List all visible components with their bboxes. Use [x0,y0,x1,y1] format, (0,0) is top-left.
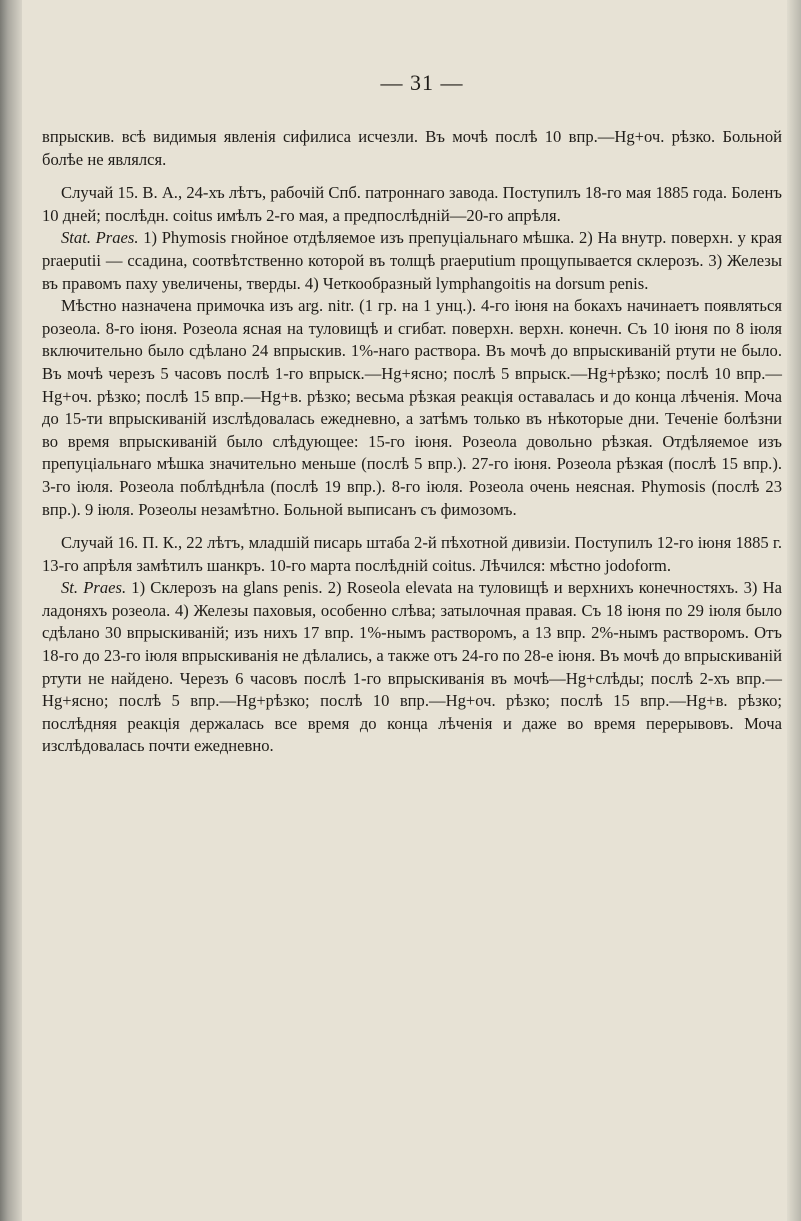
paragraph-text: 1) Phymosis гнойное отдѣляемое изъ препуціальнаго мѣшка. 2) На внутр. поверхн. у края praeputii — ссадина, соотвѣтственно которой въ толщѣ praeputium прощупывается склерозъ. 3) Железы въ правомъ паху увеличены, тверды. 4) Четкообразный lymphangoitis на dorsum penis. [42,228,782,293]
paragraph [42,295,782,521]
paragraph-text: Случай 15. В. А., 24-хъ лѣтъ, рабочій Спб. патроннаго завода. Поступилъ 18-го мая 1885 года. Боленъ 10 дней; послѣдн. coitus имѣлъ 2-го мая, а предпослѣдній—20-го апрѣля. [42,183,782,225]
paragraph-text: Случай 16. П. К., 22 лѣтъ, младшій писарь штаба 2-й пѣхотной дивизіи. Поступилъ 12-го іюня 1885 г. 13-го апрѣля замѣтилъ шанкръ. 10-го марта послѣдній coitus. Лѣчился: мѣстно jodoform. [42,533,782,575]
paragraph [42,126,782,171]
paragraph-text: 1) Склерозъ на glans penis. 2) Roseola elevata на туловищѣ и верхнихъ конечностяхъ. 3) На ладоняхъ розеола. 4) Железы паховыя, особенно слѣва; затылочная правая. Съ 18 іюня по 29 іюля было сдѣлано 30 впрыскиваній; изъ нихъ 17 впр. 1%-нымъ растворомъ, а 13 впр. 2%-нымъ растворомъ. Отъ 18-го до 23-го іюля впрыскиванія не дѣлались, а также отъ 24-го по 28-е іюня. Въ мочѣ до впрыскиваній ртути не найдено. Черезъ 6 часовъ послѣ 1-го впрыскиванія въ мочѣ—Hg+слѣды; послѣ 2-хъ впр.—Hg+ясно; послѣ 5 впр.—Hg+рѣзко; послѣ 10 впр.—Hg+оч. рѣзко; послѣ 15 впр.—Hg+в. рѣзко; послѣдняя реакція держалась все время до конца лѣченія и даже во время перерывовъ. Моча изслѣдовалась почти ежедневно. [42,578,782,756]
paragraph [42,577,782,758]
scan-shadow-left [0,0,22,1221]
page-number: — 31 — [380,70,464,95]
paragraph [42,227,782,295]
paragraph [42,532,782,577]
paragraph [42,182,782,227]
document-page [42,70,782,758]
paragraph-text: Мѣстно назначена примочка изъ arg. nitr. (1 гр. на 1 унц.). 4-го іюня на бокахъ начинаетъ появляться розеола. 8-го іюня. Розеола ясная на туловищѣ и сгибат. поверхн. верхн. конечн. Съ 10 іюня по 8 іюля включительно было сдѣлано 24 впрыскив. 1%-наго раствора. Въ мочѣ до впрыскиваній ртути не было. Въ мочѣ черезъ 5 часовъ послѣ 1-го впрыск.—Hg+ясно; послѣ 5 впрыск.—Hg+рѣзко; послѣ 10 впр.—Hg+оч. рѣзко; послѣ 15 впр.—Hg+в. рѣзко; весьма рѣзкая реакція оставалась и до конца лѣченія. Моча до 15-ти впрыскиваній изслѣдовалась ежедневно, а затѣмъ только въ нѣкоторые дни. Теченіе болѣзни во время впрыскиваній было слѣдующее: 15-го іюня. Розеола довольно рѣзкая. Отдѣляемое изъ препуціальнаго мѣшка значительно меньше (послѣ 5 впр.). 27-го іюня. Розеола рѣзкая (послѣ 15 впр.). 3-го іюля. Розеола поблѣднѣла (послѣ 19 впр.). 8-го іюля. Розеола очень неясная. Phymosis (послѣ 23 впр.). 9 іюля. Розеолы незамѣтно. Больной выписанъ съ фимозомъ. [42,296,782,519]
paragraph-text: впрыскив. всѣ видимыя явленія сифилиса исчезли. Въ мочѣ послѣ 10 впр.—Hg+оч. рѣзко. Больной болѣе не являлся. [42,127,782,169]
scan-shadow-right [787,0,801,1221]
paragraph-lead: Stat. Praes. [61,228,139,248]
body-text [42,126,782,758]
paragraph-lead: St. Praes. [61,578,127,598]
